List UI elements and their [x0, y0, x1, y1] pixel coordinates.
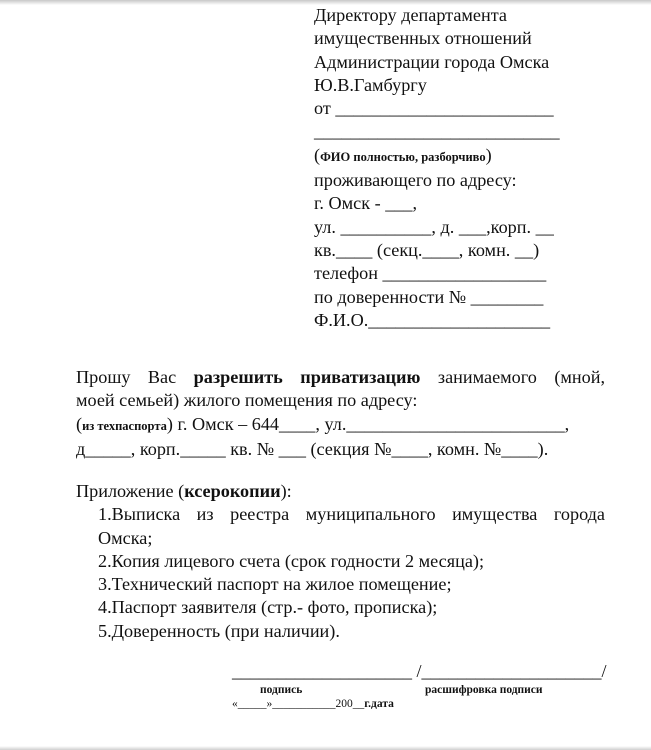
- addressee-line: имущественных отношений: [314, 28, 532, 49]
- from-field-continuation: ___________________________: [314, 121, 560, 142]
- addressee-line: Директору департамента: [314, 5, 507, 25]
- appendix-item: 4.Паспорт заявителя (стр.- фото, прописка);: [98, 597, 438, 618]
- apartment-field: кв.____ (секц.____, комн. __): [314, 239, 540, 260]
- appendix-list: [76, 503, 605, 643]
- fio-hint-open: (: [314, 144, 321, 165]
- request-address-field: г. Омск – 644____, ул.________________________,: [172, 413, 570, 434]
- from-field: от ________________________: [314, 98, 554, 119]
- addressee-name: Ю.В.Гамбургу: [314, 74, 427, 95]
- date-line: [232, 698, 394, 710]
- fio-hint: [314, 144, 644, 169]
- signature-label: подпись: [260, 684, 303, 696]
- street-field: ул. __________, д. ___,корп. __: [314, 216, 554, 237]
- fio-hint-close: ): [485, 144, 492, 165]
- appendix-item: 1.Выписка из реестра муниципального имущества города: [98, 504, 605, 525]
- request-line-4: д_____, корп._____ кв. № ___ (секция №____, комн. №____).: [76, 438, 549, 459]
- page-bottom-edge: [0, 746, 651, 750]
- appendix-title-emphasis: ксерокопии: [184, 481, 281, 501]
- date-field: «_____»___________200__: [232, 698, 365, 710]
- signature-decoding-label: расшифровка подписи: [425, 684, 543, 696]
- date-label: г.дата: [364, 698, 394, 710]
- request-text: занимаемого (мной,: [420, 367, 606, 387]
- addressee-block: [314, 4, 644, 332]
- request-line-1: [76, 366, 605, 389]
- hint-open: (: [76, 413, 83, 434]
- address-label: проживающего по адресу:: [314, 170, 517, 191]
- request-text: Прошу Вас: [76, 367, 194, 387]
- appendix-title-text: ):: [280, 481, 292, 501]
- appendix-title-text: Приложение (: [76, 481, 185, 501]
- hint-close: ): [166, 413, 173, 434]
- fio-hint-text: ФИО полностью, разборчиво: [320, 149, 486, 164]
- power-of-attorney-field: по доверенности № ________: [314, 286, 544, 307]
- appendix-item-continuation: Омска;: [98, 527, 153, 548]
- techpassport-hint: из техпаспорта: [82, 418, 167, 433]
- request-paragraph: [76, 366, 605, 461]
- phone-field: телефон __________________: [314, 263, 547, 284]
- appendix-item: 2.Копия лицевого счета (срок годности 2 месяца);: [98, 550, 485, 571]
- appendix-item: 3.Технический паспорт на жилое помещение;: [98, 574, 452, 595]
- signature-block: [232, 660, 632, 710]
- appendix-title: [76, 480, 605, 503]
- request-emphasis: разрешить приватизацию: [193, 367, 421, 387]
- appendix-block: [76, 480, 605, 643]
- signature-line: ____________________ /____________________/: [232, 661, 607, 681]
- fio-field: Ф.И.О.____________________: [314, 309, 551, 330]
- appendix-item: 5.Доверенность (при наличии).: [98, 620, 340, 641]
- city-field: г. Омск - ___,: [314, 193, 418, 214]
- request-line-3: [76, 413, 605, 438]
- addressee-line: Администрации города Омска: [314, 51, 550, 72]
- request-line-2: моей семьей) жилого помещения по адресу:: [76, 390, 418, 411]
